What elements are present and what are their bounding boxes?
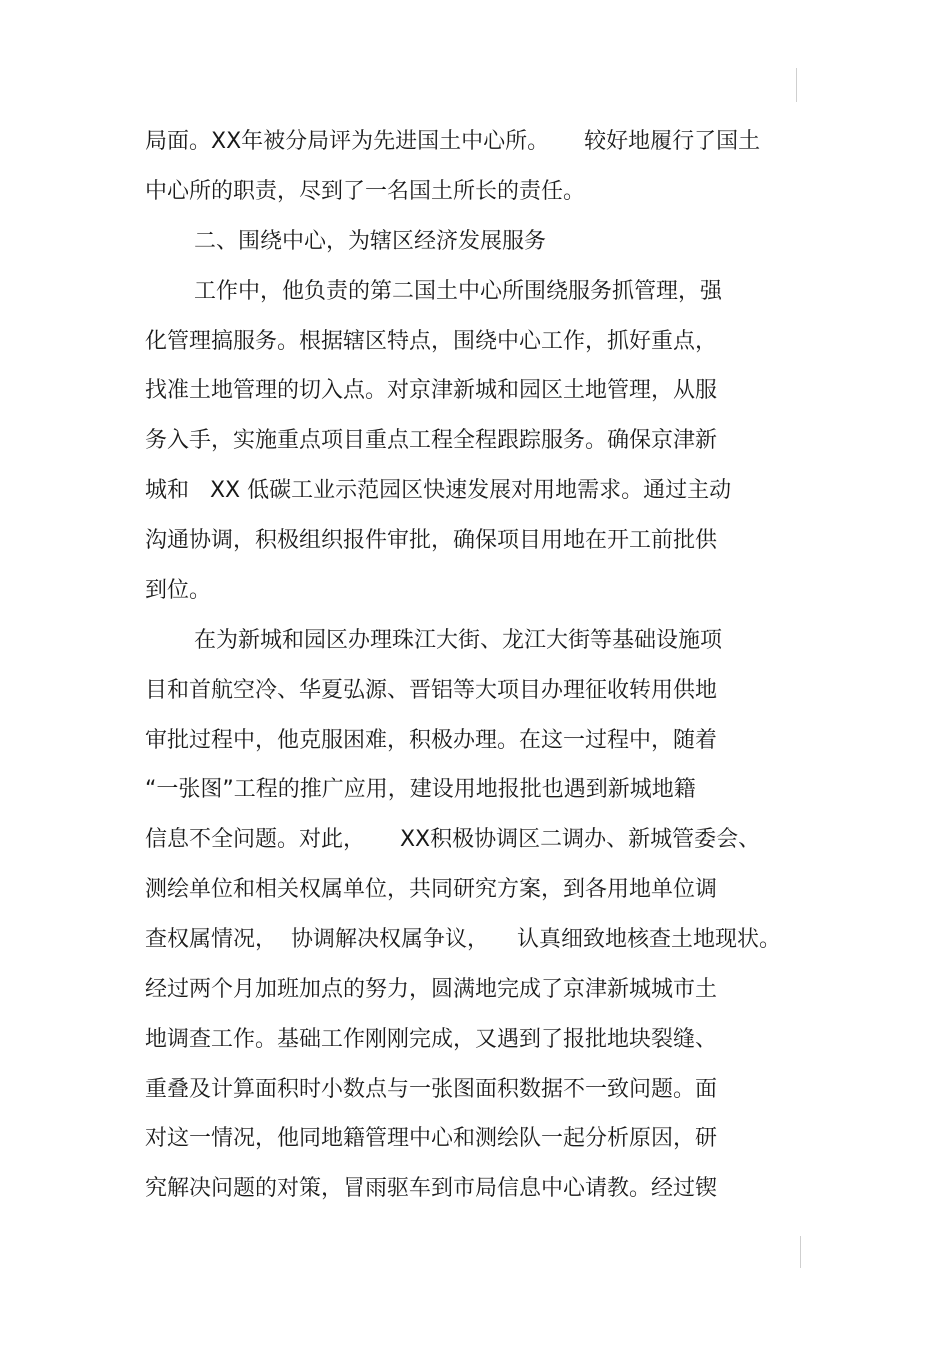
text-line: 重叠及计算面积时小数点与一张图面积数据不一致问题。面	[145, 1077, 718, 1102]
text-line: 中心所的职责，尽到了一名国土所长的责任。	[145, 179, 586, 204]
text-line: 查权属情况， 协调解决权属争议， 认真细致地核查土地现状。	[145, 927, 781, 952]
text-line: 城和 XX 低碳工业示范园区快速发展对用地需求。通过主动	[145, 478, 732, 503]
text-line: 测绘单位和相关权属单位，共同研究方案，到各用地单位调	[145, 877, 718, 902]
text-line: 究解决问题的对策，冒雨驱车到市局信息中心请教。经过锲	[145, 1176, 718, 1201]
text-line: 务入手，实施重点项目重点工程全程跟踪服务。确保京津新	[145, 428, 718, 453]
text-line: “一张图”工程的推广应用，建设用地报批也遇到新城地籍	[145, 777, 696, 802]
page-edge-mark-bottom	[800, 1236, 801, 1268]
text-line: 化管理搞服务。根据辖区特点，围绕中心工作，抓好重点，	[145, 329, 718, 354]
text-line: 找准土地管理的切入点。对京津新城和园区土地管理，从服	[145, 378, 718, 403]
text-line: 在为新城和园区办理珠江大街、龙江大街等基础设施项	[194, 628, 723, 653]
page-edge-mark-top	[796, 68, 797, 102]
text-line: 目和首航空冷、华夏弘源、晋铝等大项目办理征收转用供地	[145, 678, 718, 703]
text-line: 审批过程中，他克服困难，积极办理。在这一过程中，随着	[145, 728, 718, 753]
text-line: 工作中，他负责的第二国土中心所围绕服务抓管理，强	[194, 279, 723, 304]
text-line: 地调查工作。基础工作刚刚完成，又遇到了报批地块裂缝、	[145, 1027, 718, 1052]
text-line: 沟通协调，积极组织报件审批，确保项目用地在开工前批供	[145, 528, 718, 553]
text-line: 信息不全问题。对此， XX积极协调区二调办、新城管委会、	[145, 827, 761, 852]
text-line: 局面。XX年被分局评为先进国土中心所。 较好地履行了国土	[145, 129, 761, 154]
text-line: 经过两个月加班加点的努力，圆满地完成了京津新城城市土	[145, 977, 718, 1002]
text-line: 对这一情况，他同地籍管理中心和测绘队一起分析原因，研	[145, 1126, 718, 1151]
text-line: 到位。	[145, 578, 212, 603]
section-heading: 二、围绕中心，为辖区经济发展服务	[194, 229, 547, 254]
